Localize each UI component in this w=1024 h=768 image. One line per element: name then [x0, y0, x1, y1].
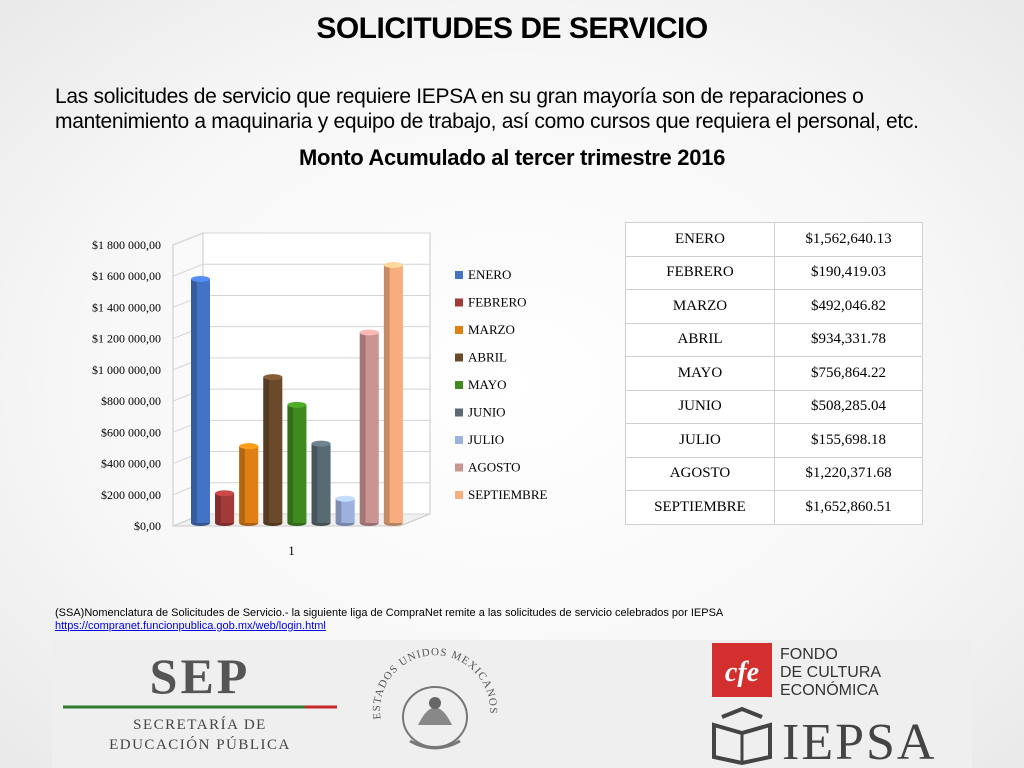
fce-line3: ECONÓMICA [780, 682, 879, 697]
table-cell-month: JUNIO [626, 390, 775, 424]
table-row [626, 256, 923, 290]
bar-julio [336, 496, 355, 526]
table-row [626, 223, 923, 257]
table-row [626, 457, 923, 491]
y-tick-label: $200 000,00 [101, 487, 161, 502]
table-cell-amount: $1,652,860.51 [775, 491, 923, 525]
footnote-text: (SSA)Nomenclatura de Solicitudes de Servicio.- la siguiente liga de CompraNet remite a las solicitudes de servicio celebrados por IEPSA [55, 607, 724, 619]
mexico-seal-icon [360, 645, 510, 765]
fce-line1: FONDO [780, 646, 838, 663]
table-cell-month: ABRIL [626, 323, 775, 357]
table-cell-month: AGOSTO [626, 457, 775, 491]
table-row [626, 357, 923, 391]
table-cell-amount: $508,285.04 [775, 390, 923, 424]
sep-line2: EDUCACIÓN PÚBLICA [109, 737, 291, 753]
table-cell-month: ENERO [626, 223, 775, 257]
chart-subtitle: Monto Acumulado al tercer trimestre 2016 [298, 145, 726, 170]
table-row [626, 290, 923, 324]
bar-mayo [287, 402, 306, 526]
legend-swatch [455, 381, 463, 389]
y-tick-label: $400 000,00 [101, 456, 161, 471]
sep-line1: SECRETARÍA DE [133, 717, 267, 733]
iepsa-text: IEPSA [782, 714, 937, 765]
intro-paragraph: Las solicitudes de servicio que requiere IEPSA en su gran mayoría son de reparaciones o mantenimiento a maquinaria y equipo de trabajo, así como cursos que requiera el personal, etc. [55, 85, 919, 133]
table-cell-amount: $1,220,371.68 [775, 457, 923, 491]
bar-agosto [360, 329, 379, 526]
table-cell-month: JULIO [626, 424, 775, 458]
legend-label: ABRIL [468, 349, 507, 365]
table-row [626, 323, 923, 357]
table-cell-amount: $492,046.82 [775, 290, 923, 324]
table-cell-amount: $155,698.18 [775, 424, 923, 458]
legend-swatch [455, 299, 463, 307]
table-cell-amount: $190,419.03 [775, 256, 923, 290]
y-tick-label: $600 000,00 [101, 425, 161, 440]
fce-logo [712, 643, 912, 697]
table-cell-amount: $1,562,640.13 [775, 223, 923, 257]
table-cell-month: SEPTIEMBRE [626, 491, 775, 525]
x-tick-label: 1 [288, 543, 295, 558]
bar-enero [191, 276, 210, 526]
table-cell-month: MAYO [626, 357, 775, 391]
legend-swatch [455, 271, 463, 279]
legend-label: MAYO [468, 377, 507, 392]
monthly-amounts-table [625, 222, 923, 525]
iepsa-logo [712, 705, 974, 765]
bar-septiembre [384, 262, 403, 526]
legend-label: JULIO [468, 432, 505, 447]
legend-label: SEPTIEMBRE [468, 487, 548, 502]
y-tick-label: $1 400 000,00 [92, 300, 161, 315]
legend-label: MARZO [468, 322, 515, 337]
y-tick-label: $1 800 000,00 [92, 238, 161, 252]
bar-marzo [239, 443, 258, 526]
legend-swatch [455, 464, 463, 472]
table-row [626, 491, 923, 525]
legend-swatch [455, 491, 463, 499]
seal-text: ESTADOS UNIDOS MEXICANOS [370, 646, 500, 720]
y-tick-label: $0,00 [134, 519, 161, 533]
y-tick-label: $800 000,00 [101, 394, 161, 409]
sep-main-text: SEP [149, 648, 251, 704]
legend-label: ENERO [468, 267, 512, 282]
bar-junio [312, 441, 331, 526]
table-row [626, 390, 923, 424]
bar-chart [55, 215, 575, 565]
svg-text:cfe: cfe [724, 657, 760, 688]
y-tick-label: $1 200 000,00 [92, 331, 161, 346]
compranet-link[interactable]: https://compranet.funcionpublica.gob.mx/web/login.html [55, 620, 326, 632]
slide-title: SOLICITUDES DE SERVICIO [316, 12, 708, 45]
legend-label: FEBRERO [468, 294, 527, 310]
sep-logo [55, 645, 345, 765]
footnote [55, 607, 723, 633]
table-cell-amount: $756,864.22 [775, 357, 923, 391]
legend-swatch [455, 354, 463, 362]
bar-abril [263, 374, 282, 526]
table-cell-amount: $934,331.78 [775, 323, 923, 357]
legend-label: AGOSTO [468, 459, 521, 475]
y-tick-label: $1 000 000,00 [92, 362, 161, 377]
table-cell-month: FEBRERO [626, 256, 775, 290]
legend-swatch [455, 436, 463, 444]
legend-swatch [455, 326, 463, 334]
y-tick-label: $1 600 000,00 [92, 269, 161, 284]
table-row [626, 424, 923, 458]
table-cell-month: MARZO [626, 290, 775, 324]
bar-febrero [215, 490, 234, 526]
legend-label: JUNIO [468, 404, 506, 420]
fce-line2: DE CULTURA [780, 664, 882, 681]
legend-swatch [455, 409, 463, 417]
